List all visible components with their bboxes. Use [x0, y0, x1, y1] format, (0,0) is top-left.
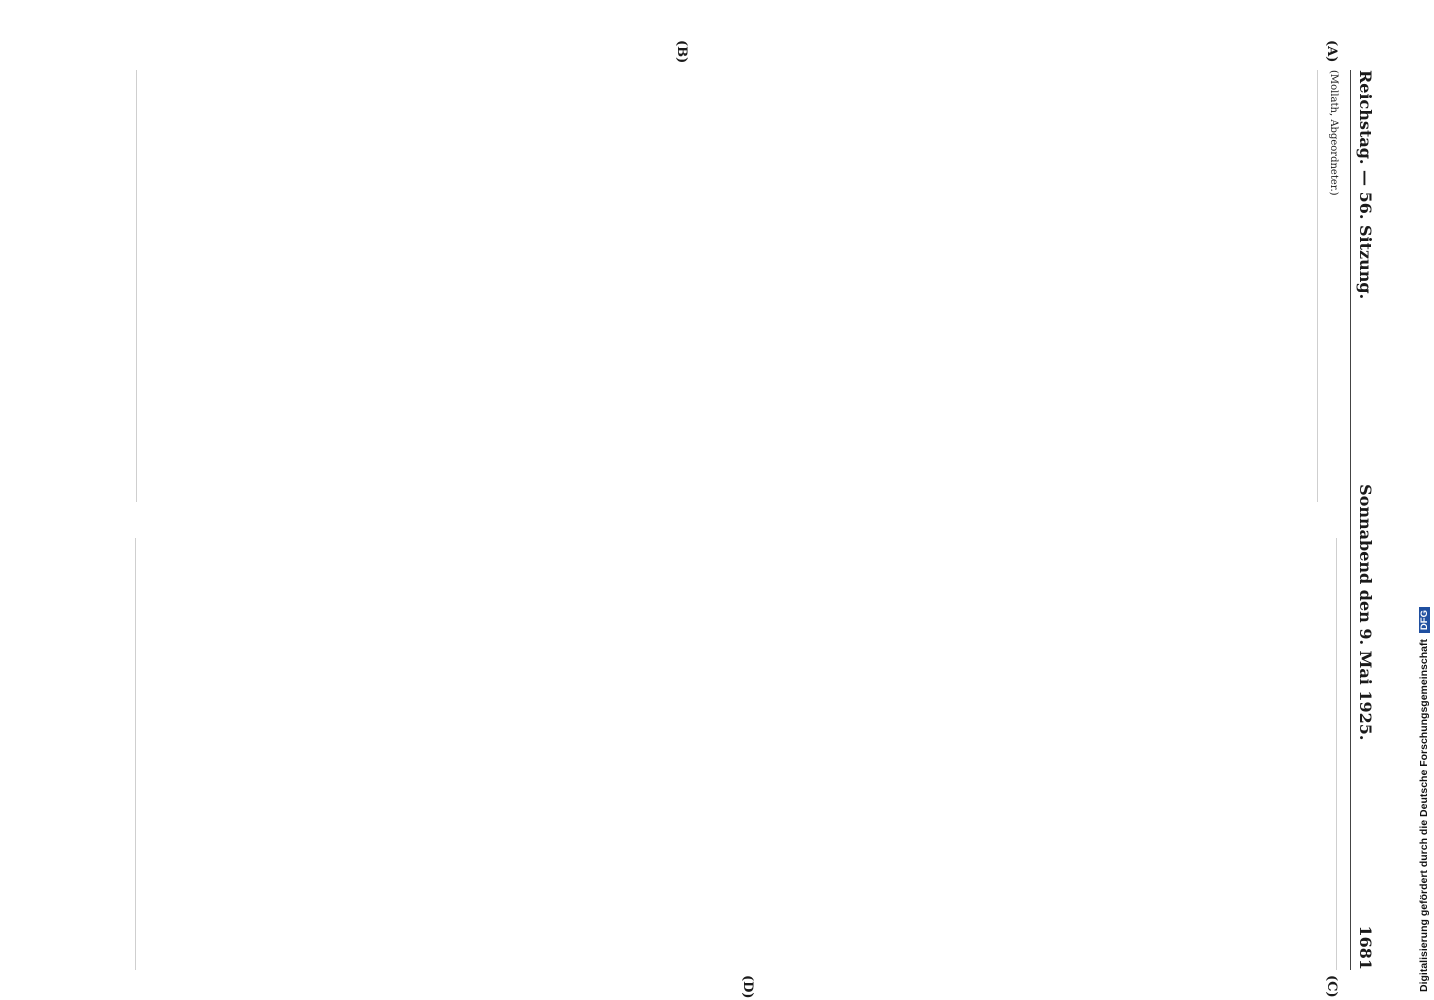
header-date: Sonnabend den 9. Mai 1925. — [1356, 484, 1375, 741]
page-header — [1350, 70, 1375, 970]
marker-a: (A) — [1324, 40, 1339, 63]
marker-c: (C) — [1324, 975, 1339, 998]
body-text-unreadable — [136, 70, 1318, 502]
header-left: Reichstag. — 56. Sitzung. — [1356, 70, 1375, 300]
body-text-unreadable — [135, 538, 1337, 970]
dfg-credit-line — [1418, 607, 1430, 992]
marker-b: (B) — [674, 40, 689, 64]
dfg-credit-text: Digitalisierung gefördert durch die Deutsche Forschungsgemeinschaft — [1418, 639, 1430, 992]
left-column — [113, 70, 1343, 502]
dfg-logo: DFG — [1419, 607, 1430, 633]
page-number: 1681 — [1356, 925, 1375, 970]
marker-d: (D) — [740, 975, 755, 999]
scanned-page — [90, 40, 1375, 999]
right-column — [113, 538, 1343, 970]
continuation-note: (Mollath, Abgeordneter.) — [1328, 70, 1339, 196]
